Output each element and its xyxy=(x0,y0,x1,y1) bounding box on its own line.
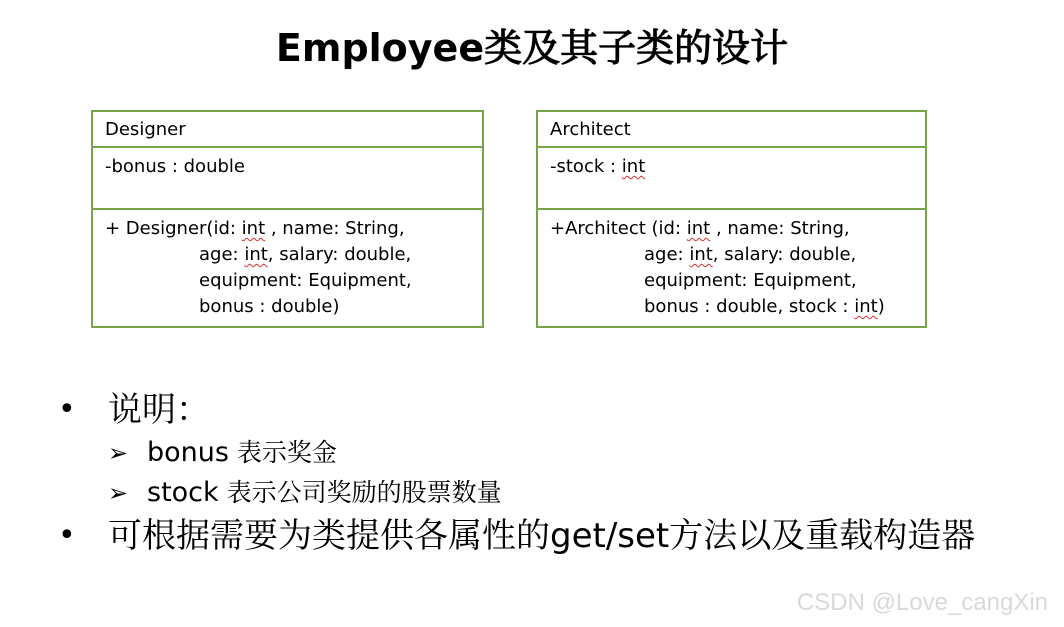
architect-attributes xyxy=(538,148,925,210)
designer-op-line-2: age: int, salary: double, xyxy=(199,244,412,265)
arrowhead-icon: ➢ xyxy=(108,439,129,467)
spellcheck-int: int xyxy=(686,218,711,239)
architect-attribute-stock: -stock : int xyxy=(550,156,646,177)
designer-attributes xyxy=(93,148,482,210)
bullet-text: 可根据需要为类提供各属性的get/set方法以及重载构造器 xyxy=(108,516,976,556)
designer-operations xyxy=(93,210,482,328)
designer-class-name: Designer xyxy=(93,112,482,148)
arrowhead-icon: ➢ xyxy=(108,479,129,507)
designer-class-box xyxy=(91,110,484,328)
sub-item-key: bonus xyxy=(147,437,229,468)
architect-class-name: Architect xyxy=(538,112,925,148)
bullet-item-getset xyxy=(50,518,1040,554)
architect-operations xyxy=(538,210,925,328)
spellcheck-int: int xyxy=(689,244,713,265)
designer-op-line-1: + Designer(id: int , name: String, xyxy=(105,218,405,239)
designer-attribute-bonus: -bonus : double xyxy=(105,156,245,177)
notes-list xyxy=(50,390,1040,554)
spellcheck-int: int xyxy=(854,296,878,317)
sub-item-desc: 表示奖金 xyxy=(228,438,337,467)
bullet-dot-icon: • xyxy=(58,392,76,427)
sub-item-stock xyxy=(50,474,1040,512)
spellcheck-int: int xyxy=(241,218,266,239)
page-title: Employee类及其子类的设计 xyxy=(275,26,789,70)
spellcheck-int: int xyxy=(621,156,646,177)
sub-item-key: stock xyxy=(147,477,219,508)
architect-op-line-4: bonus : double, stock : int) xyxy=(644,296,885,317)
architect-op-line-1: +Architect (id: int , name: String, xyxy=(550,218,850,239)
watermark: CSDN @Love_cangXin xyxy=(796,589,1048,616)
bullet-text: 说明： xyxy=(108,390,210,430)
sub-item-bonus xyxy=(50,434,1040,472)
architect-op-line-3: equipment: Equipment, xyxy=(644,270,857,291)
architect-class-box xyxy=(536,110,927,328)
bullet-dot-icon: • xyxy=(58,518,76,553)
designer-op-line-4: bonus : double) xyxy=(199,296,340,317)
architect-op-line-2: age: int, salary: double, xyxy=(644,244,857,265)
sub-item-desc: 表示公司奖励的股票数量 xyxy=(218,478,502,507)
spellcheck-int: int xyxy=(244,244,268,265)
bullet-item-explanation xyxy=(50,390,1040,430)
designer-op-line-3: equipment: Equipment, xyxy=(199,270,412,291)
